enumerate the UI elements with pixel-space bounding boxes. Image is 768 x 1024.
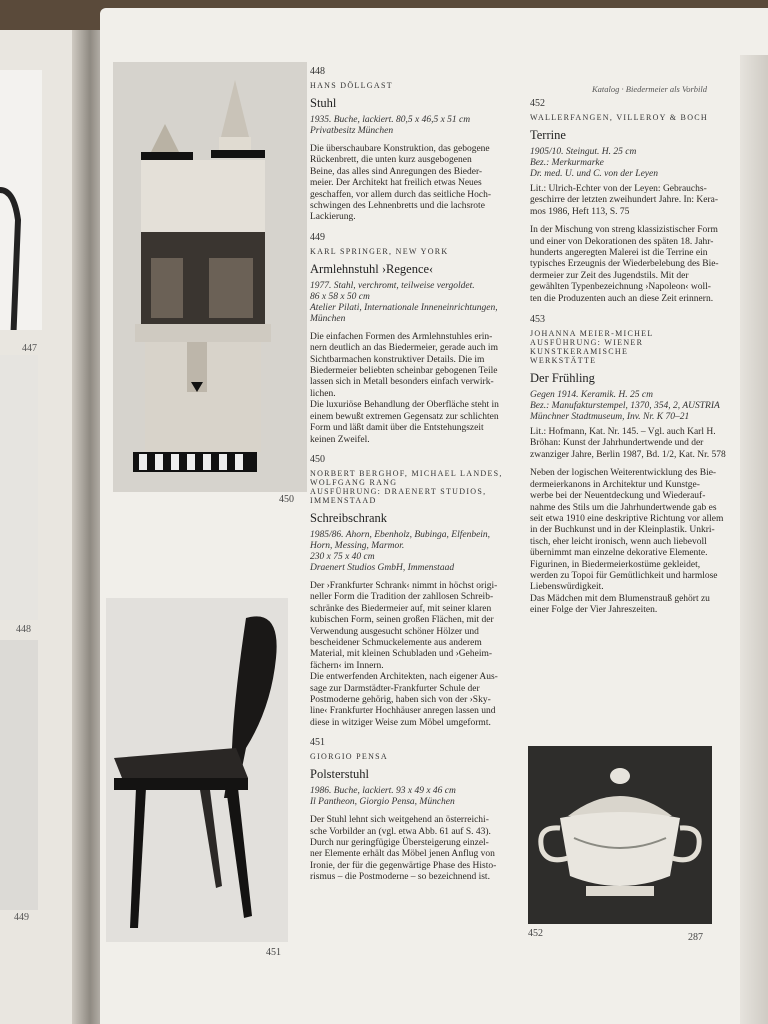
page-number: 287 xyxy=(688,932,703,943)
entry-body: In der Mischung von streng klassizistischer Form und einer von Dekorationen des späten 18. Jahr- hunderts angeregten Malerei ist die Terrine ein typisches Erzeugnis der Wiederbelebung des Bie- dermeier zur Zeit des Jugendstils. Mit der gewählten Typenbezeichnung ›Napoleon‹ woll- ten die Produzenten auch an diese Zeit erinnern. xyxy=(530,225,719,304)
entry-title: Stuhl xyxy=(310,96,337,110)
entry-title: Polsterstuhl xyxy=(310,767,370,782)
entry-spec: Dr. med. U. und C. von der Leyen xyxy=(530,169,658,179)
running-head: Katalog · Biedermeier als Vorbild xyxy=(592,84,707,94)
entry-body: Der ›Frankfurter Schrank‹ nimmt in höchst origi- neller Form die Tradition der zahllosen Schreib- schränke des Biedermeier auf, mit seiner klaren kubischen Form, seinen großen Flächen, mit der Verwendung ausgesucht schöner Hölzer und bescheidener Schmuckelemente aus anderem Material, mit kleinen Schubladen und ›Geheim- fächern‹ im Innern. Die entwerfenden Architekten, nach eigener Aus- sage zur Darmstädter-Frankfurter Schule der Postmoderne gehörig, haben sich von der ›Sky- line‹ Frankfurter Hochhäuser anregen lassen und diese in witziger Weise zum Möbel umgeformt. xyxy=(310,580,498,728)
text-column-middle xyxy=(310,66,520,884)
entry-number: 452 xyxy=(530,98,545,109)
entry-number: 450 xyxy=(310,453,325,465)
entry-designer: WALLERFANGEN, VILLEROY & BOCH xyxy=(530,113,708,122)
entry-spec: 1986. Buche, lackiert. 93 x 49 x 46 cm xyxy=(310,786,456,797)
entry-spec: Horn, Messing, Marmor. xyxy=(310,540,405,551)
text-column-right xyxy=(530,98,726,617)
photo-polsterstuhl xyxy=(106,598,288,942)
left-page-photo-strip xyxy=(0,70,42,330)
entry-title: Schreibschrank xyxy=(310,510,388,525)
entry-title: Der Frühling xyxy=(530,371,595,386)
photo-terrine xyxy=(528,746,712,924)
photo-number: 451 xyxy=(266,947,281,958)
entry-spec: Draenert Studios GmbH, Immenstaad xyxy=(310,562,455,573)
entry-body: Neben der logischen Weiterentwicklung des Bie- dermeierkanons in Architektur und Kunstge- werbe bei der Neuentdeckung und Wiederauf- nahme des Stils um die Jahrhundertwende gab es seit etwa 1910 eine deskriptive Richtung vor allem in der Buchkunst und in der Kleinplastik. Unkri- tisch, eher leicht ironisch, wenn auch liebevoll übernimmt man einzelne dekorative Elemente. Figurinen, in Biedermeierkostüme gekleidet, werden zu Topoi für Gemütlichkeit und harmlose Liebenswürdigkeit. Das Mädchen mit dem Blumenstrauß gehört zu einer Folge der Vier Jahreszeiten. xyxy=(530,468,724,616)
entry-body: Der Stuhl lehnt sich weitgehend an österreichi- sche Vorbilder an (vgl. etwa Abb. 61 auf S. 43). Durch nur geringfügige Übersteigerung einzel- ner Elemente erhält das Möbel jenen Anflug von Ironie, der für die gegenwärtige Phase des Histo- rismus – die Postmoderne – so bezeichnend ist. xyxy=(310,815,497,883)
entry-spec: Bez.: Merkurmarke xyxy=(530,158,604,168)
entry-spec: Münchner Stadtmuseum, Inv. Nr. K 70–21 xyxy=(530,412,690,423)
photo-schreibschrank xyxy=(113,62,307,492)
entry-spec: 1977. Stahl, verchromt, teilweise vergoldet. xyxy=(310,280,475,291)
entry-literature: Lit.: Hofmann, Kat. Nr. 145. – Vgl. auch Karl H. Bröhan: Kunst der Jahrhundertwende und der zwanziger Jahre, Berlin 1987, Bd. 1/2, Kat. Nr. 578 xyxy=(530,427,726,460)
entry-body: Die einfachen Formen des Armlehnstuhles erin- nern deutlich an das Biedermeier, gerade auch im Sichtbarmachen konstruktiver Details. Die im Biedermeier beliebten scheinbar gebogenen Teile lassen sich in Metall besonders einfach verwirk- lichen. Die luxuriöse Behandlung der Oberfläche steht in einem bewußt extremen Gegensatz zur schlichten Form und läßt damit über die Entstehungszeit keinen Zweifel. xyxy=(310,331,499,445)
left-page-number: 447 xyxy=(22,343,37,354)
entry-spec: 86 x 58 x 50 cm xyxy=(310,291,370,302)
entry-spec: Gegen 1914. Keramik. H. 25 cm xyxy=(530,390,653,401)
entry-number: 451 xyxy=(310,737,325,749)
entry-title: Armlehnstuhl ›Regence‹ xyxy=(310,261,434,276)
left-page-photo-strip xyxy=(0,355,38,620)
left-page-photo-strip xyxy=(0,640,38,910)
photo-number: 452 xyxy=(528,928,543,939)
entry-designer: JOHANNA MEIER-MICHEL AUSFÜHRUNG: WIENER KUNSTKERAMISCHE WERKSTÄTTE xyxy=(530,329,654,366)
entry-number: 448 xyxy=(310,66,325,77)
entry-title: Terrine xyxy=(530,128,566,142)
entry-spec: Il Pantheon, Giorgio Pensa, München xyxy=(310,797,455,808)
entry-spec: Bez.: Manufakturstempel, 1370, 354, 2, AUSTRIA xyxy=(530,401,720,412)
entry-number: 449 xyxy=(310,231,325,243)
entry-spec: 1985/86. Ahorn, Ebenholz, Bubinga, Elfenbein, xyxy=(310,529,491,540)
entry-spec: Privatbesitz München xyxy=(310,126,394,136)
left-page-number: 448 xyxy=(16,624,31,635)
entry-spec: Atelier Pilati, Internationale Inneneinrichtungen, xyxy=(310,302,498,313)
entry-spec: 1905/10. Steingut. H. 25 cm xyxy=(530,147,637,157)
entry-spec: München xyxy=(310,313,346,324)
entry-designer: NORBERT BERGHOF, MICHAEL LANDES, WOLFGANG RANG AUSFÜHRUNG: DRAENERT STUDIOS, IMMENSTAAD xyxy=(310,468,503,505)
page-edge xyxy=(740,55,768,1024)
entry-body: Die überschaubare Konstruktion, das gebogene Rückenbrett, die unten kurz ausgebogenen Beine, das alles sind Anregungen des Bieder- meier. Der Architekt hat freilich etwas Neues geschaffen, vor allem durch das seitliche Hoch- schwingen des Lehnenbretts und die lachsrote Lackierung. xyxy=(310,144,492,223)
entry-designer: HANS DÖLLGAST xyxy=(310,81,393,90)
left-page-number: 449 xyxy=(14,912,29,923)
entry-literature: Lit.: Ulrich-Echter von der Leyen: Gebrauchs- geschirre der letzten zweihundert Jahre. In: Kera- mos 1986, Heft 113, S. 75 xyxy=(530,184,719,217)
photo-number: 450 xyxy=(279,494,294,505)
entry-designer: GIORGIO PENSA xyxy=(310,752,389,762)
entry-designer: KARL SPRINGER, NEW YORK xyxy=(310,246,449,256)
entry-spec: 230 x 75 x 40 cm xyxy=(310,551,375,562)
entry-spec: 1935. Buche, lackiert. 80,5 x 46,5 x 51 cm xyxy=(310,115,471,125)
entry-number: 453 xyxy=(530,314,545,326)
